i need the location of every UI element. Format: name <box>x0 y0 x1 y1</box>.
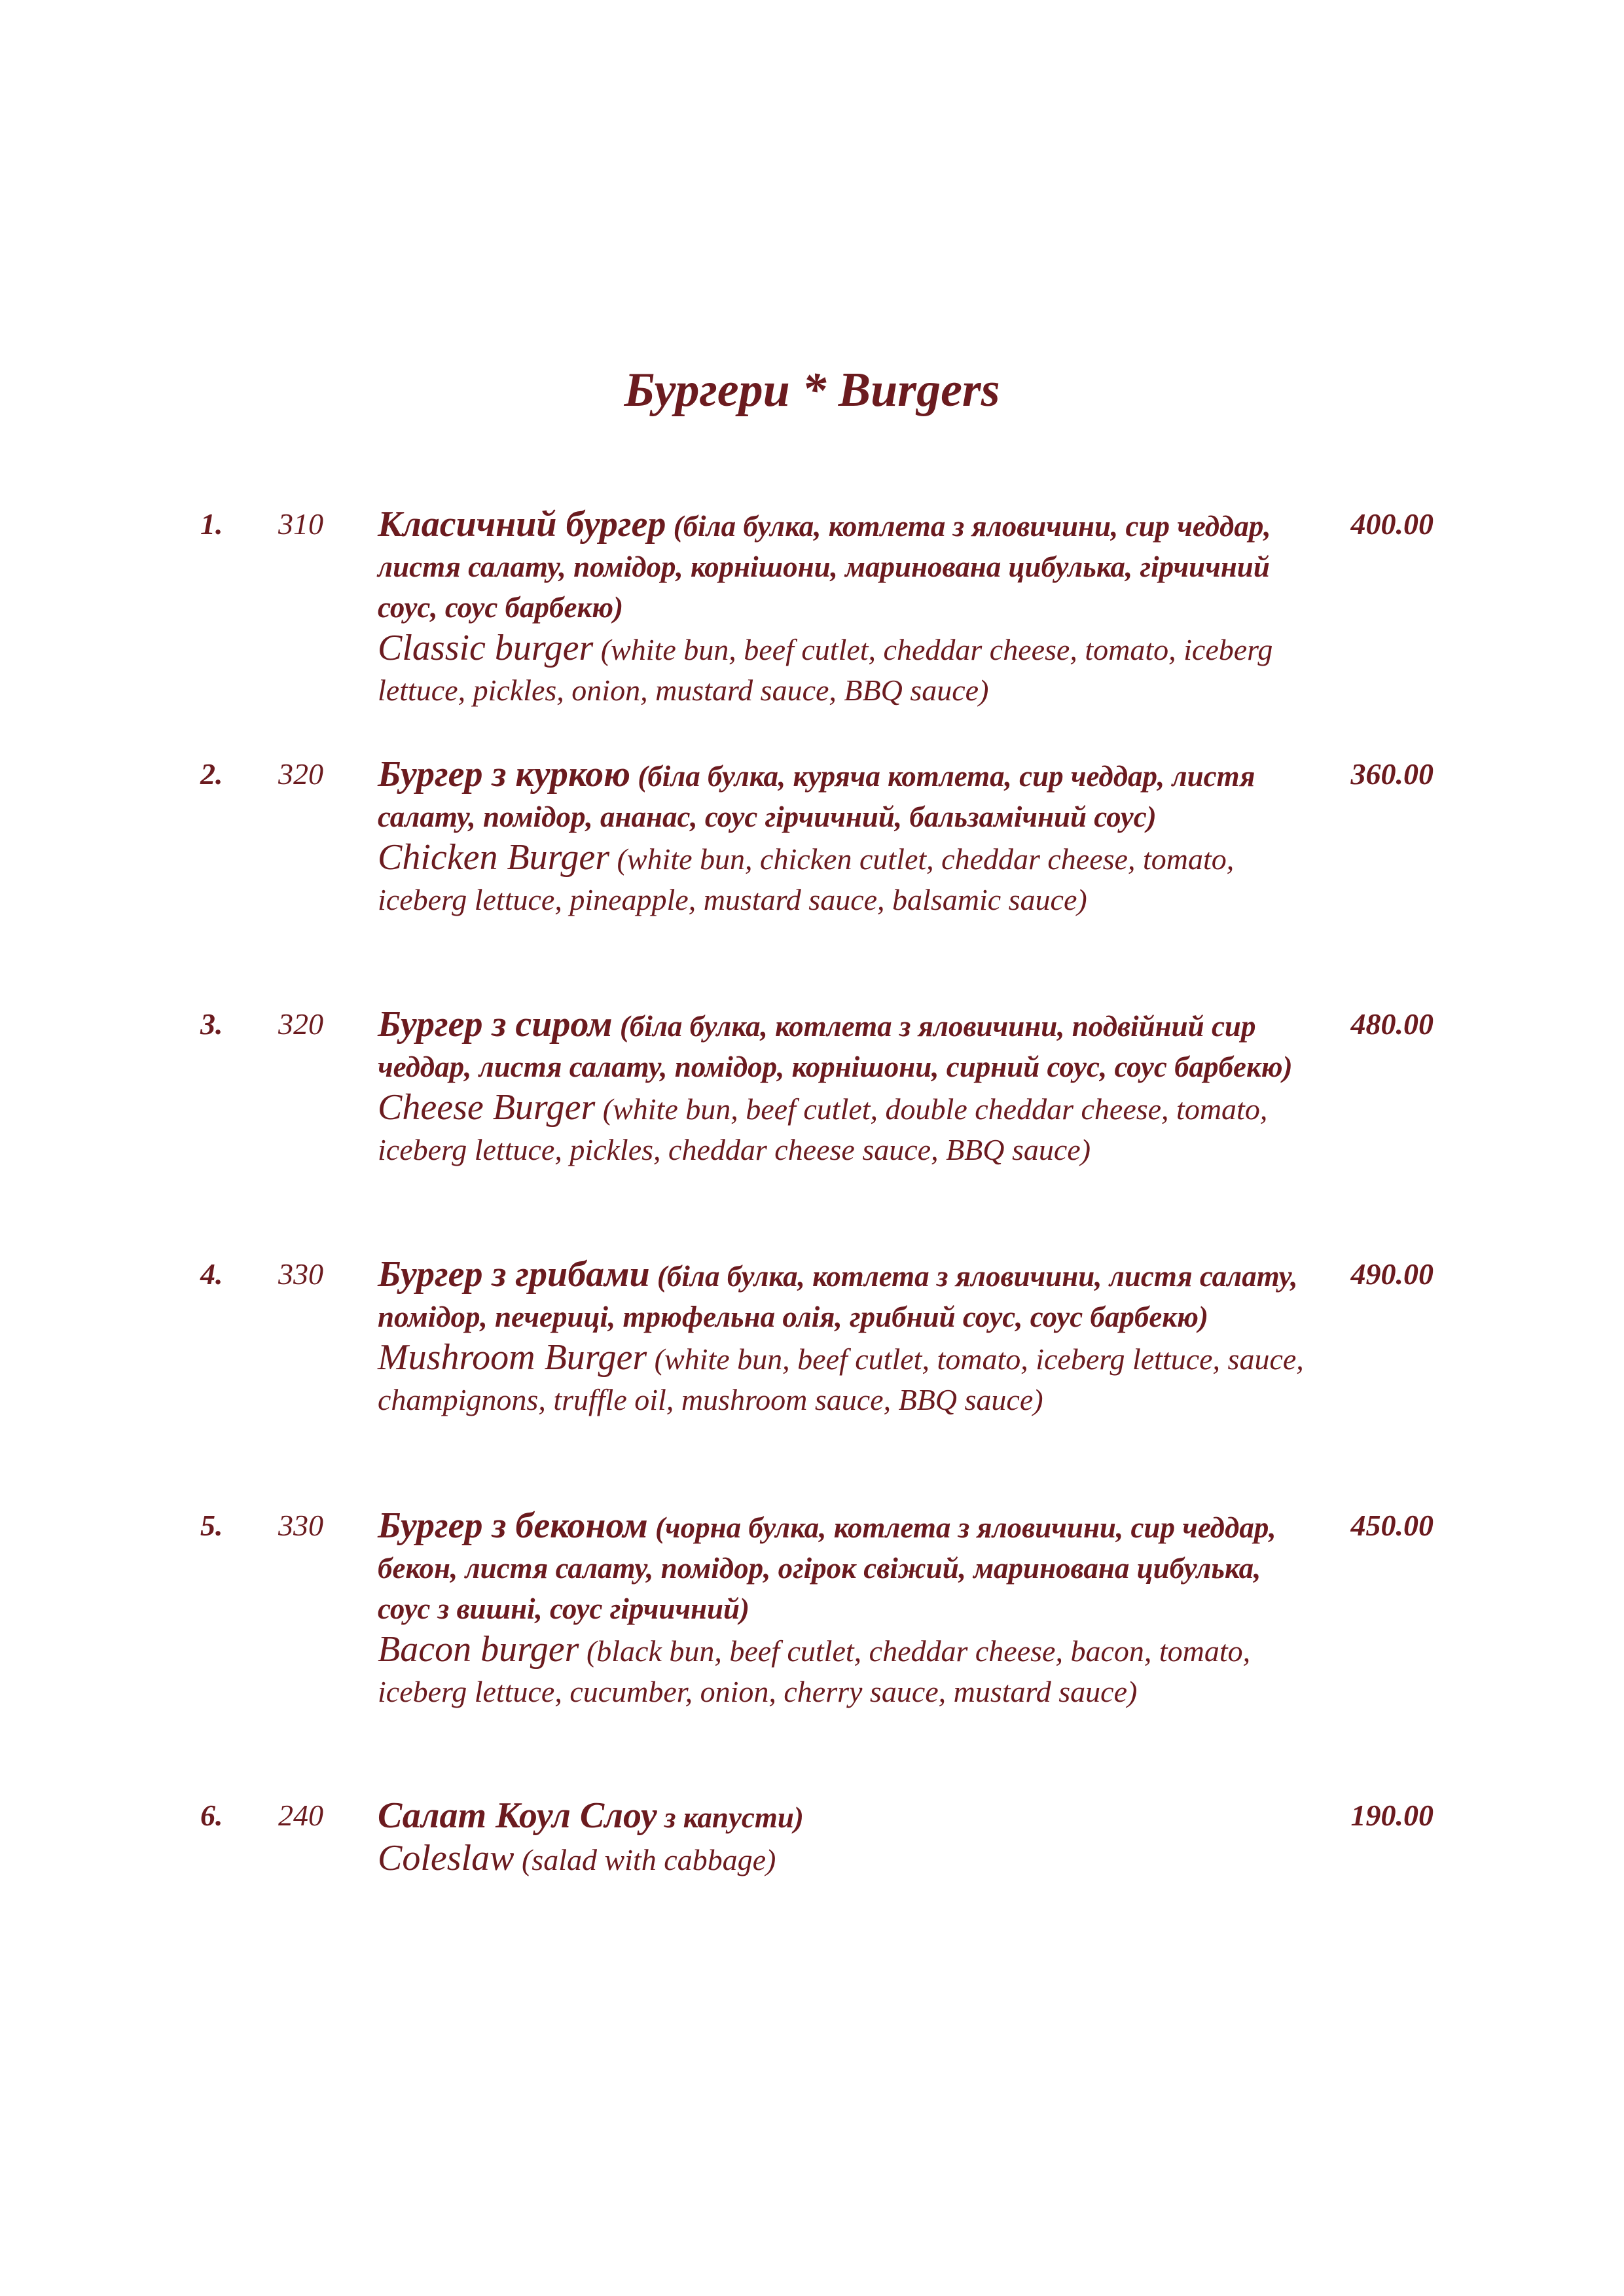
item-number: 5. <box>200 1509 223 1542</box>
item-weight: 240 <box>278 1799 323 1832</box>
item-en-text <box>378 837 1307 920</box>
item-ua-desc: (біла булка, котлета з яловичини, листя салату, помідор, печериці, трюфельна олія, грибний соус, соус барбекю) <box>378 1260 1298 1333</box>
item-ua-text <box>378 1254 1307 1337</box>
item-number: 6. <box>200 1799 223 1832</box>
item-en-text <box>378 1838 1307 1880</box>
item-en-text <box>378 1087 1307 1170</box>
item-ua-desc: (біла булка, куряча котлета, сир чеддар, листя салату, помідор, ананас, соус гірчичний, бальзамічний соус) <box>378 760 1255 833</box>
item-en-desc: (white bun, beef cutlet, cheddar cheese, tomato, iceberg lettuce, pickles, onion, mustard sauce, BBQ sauce) <box>378 633 1273 707</box>
item-price: 450.00 <box>1350 1509 1434 1542</box>
item-price: 480.00 <box>1350 1007 1434 1041</box>
item-ua-text <box>378 1004 1307 1087</box>
item-en-name: Mushroom Burger <box>378 1337 647 1378</box>
item-description <box>378 1505 1307 1712</box>
item-en-name: Classic burger <box>378 628 594 668</box>
item-price: 400.00 <box>1350 507 1434 541</box>
item-ua-text <box>378 754 1307 837</box>
item-ua-text <box>378 1795 1307 1838</box>
item-price: 490.00 <box>1350 1257 1434 1291</box>
item-number: 3. <box>200 1007 223 1041</box>
item-ua-desc: (чорна булка, котлета з яловичини, сир чеддар, бекон, листя салату, помідор, огірок свіжий, маринована цибулька, соус з вишні, соус гірчичний) <box>378 1511 1276 1625</box>
item-ua-name: Бургер з беконом <box>378 1505 648 1546</box>
item-ua-text <box>378 504 1307 628</box>
item-weight: 310 <box>278 507 323 541</box>
item-weight: 320 <box>278 1007 323 1041</box>
item-en-name: Chicken Burger <box>378 837 610 878</box>
item-en-desc: (black bun, beef cutlet, cheddar cheese, bacon, tomato, iceberg lettuce, cucumber, onion, cherry sauce, mustard sauce) <box>378 1634 1251 1708</box>
item-ua-desc: (біла булка, котлета з яловичини, сир чеддар, листя салату, помідор, корнішони, маринована цибулька, гірчичний соус, соус барбекю) <box>378 510 1271 624</box>
item-en-name: Bacon burger <box>378 1629 579 1670</box>
item-en-text <box>378 1337 1307 1420</box>
item-number: 2. <box>200 757 223 791</box>
item-weight: 320 <box>278 757 323 791</box>
item-ua-name: Бургер з куркою <box>378 754 631 795</box>
item-number: 4. <box>200 1257 223 1291</box>
item-ua-desc: з капусти) <box>657 1801 804 1834</box>
item-en-text <box>378 1629 1307 1712</box>
item-description <box>378 504 1307 711</box>
item-ua-name: Бургер з грибами <box>378 1254 650 1295</box>
item-price: 190.00 <box>1350 1799 1434 1832</box>
item-weight: 330 <box>278 1257 323 1291</box>
item-en-desc: (white bun, chicken cutlet, cheddar cheese, tomato, iceberg lettuce, pineapple, mustard sauce, balsamic sauce) <box>378 842 1235 916</box>
item-description <box>378 1795 1307 1880</box>
item-en-desc: (salad with cabbage) <box>514 1843 776 1876</box>
item-weight: 330 <box>278 1509 323 1542</box>
item-en-desc: (white bun, beef cutlet, double cheddar cheese, tomato, iceberg lettuce, pickles, cheddar cheese sauce, BBQ sauce) <box>378 1092 1268 1166</box>
page-title: Бургери * Burgers <box>624 363 1000 417</box>
item-ua-name: Бургер з сиром <box>378 1004 613 1045</box>
item-ua-name: Класичний бургер <box>378 504 666 545</box>
item-en-name: Cheese Burger <box>378 1087 596 1128</box>
item-price: 360.00 <box>1350 757 1434 791</box>
item-ua-name: Салат Коул Слоу <box>378 1795 657 1836</box>
item-description <box>378 754 1307 920</box>
item-ua-text <box>378 1505 1307 1629</box>
item-number: 1. <box>200 507 223 541</box>
item-en-text <box>378 628 1307 711</box>
item-en-name: Coleslaw <box>378 1838 514 1878</box>
item-description <box>378 1254 1307 1420</box>
item-ua-desc: (біла булка, котлета з яловичини, подвійний сир чеддар, листя салату, помідор, корнішони, сирний соус, соус барбекю) <box>378 1010 1293 1083</box>
item-description <box>378 1004 1307 1170</box>
item-en-desc: (white bun, beef cutlet, tomato, iceberg lettuce, sauce, champignons, truffle oil, mushroom sauce, BBQ sauce) <box>378 1342 1304 1416</box>
